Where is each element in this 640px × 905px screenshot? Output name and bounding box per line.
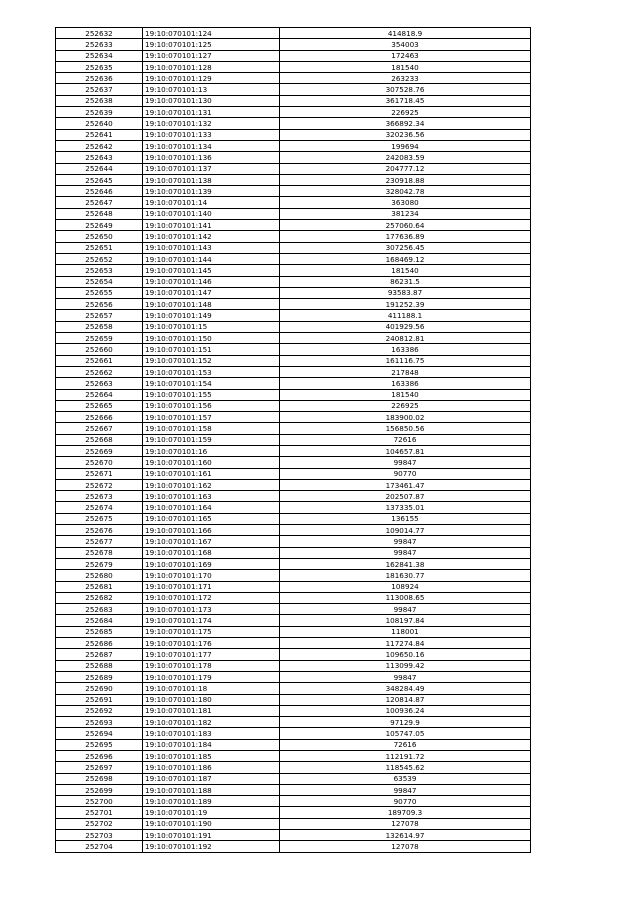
table-row: [56, 649, 531, 660]
row-id-cell: 252667: [56, 423, 143, 434]
row-id-cell: 252682: [56, 592, 143, 603]
value-cell: 117274.84: [280, 638, 531, 649]
value-cell: 181540: [280, 265, 531, 276]
table-row: [56, 728, 531, 739]
cadastral-number-cell: 19:10:070101:18: [143, 683, 280, 694]
value-cell: 168469.12: [280, 253, 531, 264]
value-cell: 99847: [280, 671, 531, 682]
value-cell: 411188.1: [280, 310, 531, 321]
value-cell: 113099.42: [280, 660, 531, 671]
row-id-cell: 252645: [56, 174, 143, 185]
cadastral-number-cell: 19:10:070101:179: [143, 671, 280, 682]
value-cell: 181630.77: [280, 570, 531, 581]
value-cell: 173461.47: [280, 479, 531, 490]
value-cell: 199694: [280, 140, 531, 151]
cadastral-number-cell: 19:10:070101:14: [143, 197, 280, 208]
row-id-cell: 252704: [56, 841, 143, 852]
table-row: [56, 558, 531, 569]
value-cell: 108197.84: [280, 615, 531, 626]
cadastral-number-cell: 19:10:070101:156: [143, 400, 280, 411]
value-cell: 191252.39: [280, 299, 531, 310]
row-id-cell: 252639: [56, 107, 143, 118]
row-id-cell: 252686: [56, 638, 143, 649]
cadastral-number-cell: 19:10:070101:169: [143, 558, 280, 569]
table-row: [56, 491, 531, 502]
row-id-cell: 252657: [56, 310, 143, 321]
table-row: [56, 186, 531, 197]
value-cell: 104657.81: [280, 445, 531, 456]
row-id-cell: 252643: [56, 152, 143, 163]
cadastral-number-cell: 19:10:070101:192: [143, 841, 280, 852]
table-row: [56, 445, 531, 456]
cadastral-number-cell: 19:10:070101:141: [143, 220, 280, 231]
cadastral-number-cell: 19:10:070101:166: [143, 525, 280, 536]
value-cell: 172463: [280, 50, 531, 61]
row-id-cell: 252636: [56, 73, 143, 84]
table-row: [56, 197, 531, 208]
value-cell: 181540: [280, 61, 531, 72]
row-id-cell: 252664: [56, 389, 143, 400]
value-cell: 97129.9: [280, 717, 531, 728]
cadastral-number-cell: 19:10:070101:186: [143, 762, 280, 773]
table-row: [56, 671, 531, 682]
value-cell: 162841.38: [280, 558, 531, 569]
row-id-cell: 252653: [56, 265, 143, 276]
cadastral-number-cell: 19:10:070101:190: [143, 818, 280, 829]
cadastral-number-cell: 19:10:070101:140: [143, 208, 280, 219]
value-cell: 99847: [280, 457, 531, 468]
cadastral-number-cell: 19:10:070101:164: [143, 502, 280, 513]
value-cell: 100936.24: [280, 705, 531, 716]
cadastral-number-cell: 19:10:070101:131: [143, 107, 280, 118]
table-row: [56, 638, 531, 649]
table-row: [56, 536, 531, 547]
cadastral-number-cell: 19:10:070101:155: [143, 389, 280, 400]
row-id-cell: 252681: [56, 581, 143, 592]
cadastral-number-cell: 19:10:070101:145: [143, 265, 280, 276]
cadastral-number-cell: 19:10:070101:183: [143, 728, 280, 739]
table-row: [56, 152, 531, 163]
table-row: [56, 626, 531, 637]
value-cell: 118001: [280, 626, 531, 637]
cadastral-number-cell: 19:10:070101:160: [143, 457, 280, 468]
row-id-cell: 252677: [56, 536, 143, 547]
row-id-cell: 252659: [56, 333, 143, 344]
cadastral-number-cell: 19:10:070101:129: [143, 73, 280, 84]
table-row: [56, 694, 531, 705]
row-id-cell: 252661: [56, 355, 143, 366]
table-row: [56, 502, 531, 513]
row-id-cell: 252692: [56, 705, 143, 716]
cadastral-number-cell: 19:10:070101:172: [143, 592, 280, 603]
table-row: [56, 705, 531, 716]
value-cell: 177636.89: [280, 231, 531, 242]
cadastral-number-cell: 19:10:070101:153: [143, 366, 280, 377]
value-cell: 226925: [280, 107, 531, 118]
value-cell: 363080: [280, 197, 531, 208]
cadastral-number-cell: 19:10:070101:177: [143, 649, 280, 660]
table-row: [56, 412, 531, 423]
table-row: [56, 592, 531, 603]
row-id-cell: 252690: [56, 683, 143, 694]
row-id-cell: 252691: [56, 694, 143, 705]
row-id-cell: 252694: [56, 728, 143, 739]
row-id-cell: 252696: [56, 751, 143, 762]
table-row: [56, 784, 531, 795]
cadastral-number-cell: 19:10:070101:159: [143, 434, 280, 445]
value-cell: 113008.65: [280, 592, 531, 603]
row-id-cell: 252654: [56, 276, 143, 287]
row-id-cell: 252702: [56, 818, 143, 829]
row-id-cell: 252658: [56, 321, 143, 332]
row-id-cell: 252688: [56, 660, 143, 671]
table-row: [56, 434, 531, 445]
cadastral-number-cell: 19:10:070101:142: [143, 231, 280, 242]
table-row: [56, 140, 531, 151]
row-id-cell: 252674: [56, 502, 143, 513]
table-row: [56, 129, 531, 140]
table-row: [56, 547, 531, 558]
row-id-cell: 252656: [56, 299, 143, 310]
row-id-cell: 252655: [56, 287, 143, 298]
row-id-cell: 252676: [56, 525, 143, 536]
cadastral-number-cell: 19:10:070101:19: [143, 807, 280, 818]
value-cell: 307528.76: [280, 84, 531, 95]
value-cell: 230918.88: [280, 174, 531, 185]
value-cell: 226925: [280, 400, 531, 411]
row-id-cell: 252685: [56, 626, 143, 637]
row-id-cell: 252703: [56, 830, 143, 841]
row-id-cell: 252684: [56, 615, 143, 626]
value-cell: 242083.59: [280, 152, 531, 163]
value-cell: 163386: [280, 378, 531, 389]
value-cell: 99847: [280, 536, 531, 547]
cadastral-number-cell: 19:10:070101:132: [143, 118, 280, 129]
table-row: [56, 841, 531, 852]
cadastral-number-cell: 19:10:070101:178: [143, 660, 280, 671]
table-row: [56, 400, 531, 411]
table-row: [56, 717, 531, 728]
value-cell: 109650.16: [280, 649, 531, 660]
cadastral-number-cell: 19:10:070101:162: [143, 479, 280, 490]
row-id-cell: 252646: [56, 186, 143, 197]
table-row: [56, 28, 531, 39]
cadastral-number-cell: 19:10:070101:158: [143, 423, 280, 434]
row-id-cell: 252666: [56, 412, 143, 423]
cadastral-number-cell: 19:10:070101:174: [143, 615, 280, 626]
row-id-cell: 252649: [56, 220, 143, 231]
table-row: [56, 39, 531, 50]
table-row: [56, 751, 531, 762]
value-cell: 189709.3: [280, 807, 531, 818]
row-id-cell: 252679: [56, 558, 143, 569]
row-id-cell: 252642: [56, 140, 143, 151]
value-cell: 161116.75: [280, 355, 531, 366]
value-cell: 240812.81: [280, 333, 531, 344]
cadastral-number-cell: 19:10:070101:124: [143, 28, 280, 39]
cadastral-number-cell: 19:10:070101:151: [143, 344, 280, 355]
row-id-cell: 252648: [56, 208, 143, 219]
cadastral-number-cell: 19:10:070101:181: [143, 705, 280, 716]
value-cell: 202507.87: [280, 491, 531, 502]
row-id-cell: 252651: [56, 242, 143, 253]
row-id-cell: 252695: [56, 739, 143, 750]
value-cell: 307256.45: [280, 242, 531, 253]
value-cell: 181540: [280, 389, 531, 400]
cadastral-number-cell: 19:10:070101:133: [143, 129, 280, 140]
cadastral-number-cell: 19:10:070101:13: [143, 84, 280, 95]
table-row: [56, 796, 531, 807]
value-cell: 99847: [280, 604, 531, 615]
table-row: [56, 389, 531, 400]
cadastral-number-cell: 19:10:070101:176: [143, 638, 280, 649]
table-row: [56, 118, 531, 129]
value-cell: 381234: [280, 208, 531, 219]
table-row: [56, 355, 531, 366]
row-id-cell: 252680: [56, 570, 143, 581]
value-cell: 401929.56: [280, 321, 531, 332]
value-cell: 127078: [280, 818, 531, 829]
value-cell: 72616: [280, 434, 531, 445]
row-id-cell: 252644: [56, 163, 143, 174]
value-cell: 156850.56: [280, 423, 531, 434]
table-row: [56, 739, 531, 750]
row-id-cell: 252637: [56, 84, 143, 95]
row-id-cell: 252634: [56, 50, 143, 61]
table-row: [56, 830, 531, 841]
cadastral-number-cell: 19:10:070101:144: [143, 253, 280, 264]
row-id-cell: 252662: [56, 366, 143, 377]
cadastral-number-cell: 19:10:070101:157: [143, 412, 280, 423]
row-id-cell: 252632: [56, 28, 143, 39]
table-row: [56, 50, 531, 61]
value-cell: 137335.01: [280, 502, 531, 513]
row-id-cell: 252641: [56, 129, 143, 140]
table-row: [56, 242, 531, 253]
cadastral-number-cell: 19:10:070101:187: [143, 773, 280, 784]
cadastral-number-cell: 19:10:070101:148: [143, 299, 280, 310]
value-cell: 105747.05: [280, 728, 531, 739]
row-id-cell: 252698: [56, 773, 143, 784]
value-cell: 118545.62: [280, 762, 531, 773]
row-id-cell: 252633: [56, 39, 143, 50]
table-row: [56, 220, 531, 231]
value-cell: 136155: [280, 513, 531, 524]
cadastral-number-cell: 19:10:070101:182: [143, 717, 280, 728]
value-cell: 163386: [280, 344, 531, 355]
row-id-cell: 252638: [56, 95, 143, 106]
cadastral-number-cell: 19:10:070101:146: [143, 276, 280, 287]
data-table: [55, 27, 531, 853]
cadastral-number-cell: 19:10:070101:130: [143, 95, 280, 106]
table-row: [56, 366, 531, 377]
table-row: [56, 208, 531, 219]
value-cell: 132614.97: [280, 830, 531, 841]
value-cell: 120814.87: [280, 694, 531, 705]
cadastral-number-cell: 19:10:070101:15: [143, 321, 280, 332]
cadastral-number-cell: 19:10:070101:173: [143, 604, 280, 615]
value-cell: 348284.49: [280, 683, 531, 694]
row-id-cell: 252668: [56, 434, 143, 445]
value-cell: 86231.5: [280, 276, 531, 287]
cadastral-number-cell: 19:10:070101:152: [143, 355, 280, 366]
row-id-cell: 252647: [56, 197, 143, 208]
table-row: [56, 570, 531, 581]
value-cell: 366892.34: [280, 118, 531, 129]
table-row: [56, 423, 531, 434]
row-id-cell: 252683: [56, 604, 143, 615]
cadastral-number-cell: 19:10:070101:168: [143, 547, 280, 558]
row-id-cell: 252669: [56, 445, 143, 456]
table-row: [56, 163, 531, 174]
row-id-cell: 252687: [56, 649, 143, 660]
cadastral-number-cell: 19:10:070101:170: [143, 570, 280, 581]
row-id-cell: 252700: [56, 796, 143, 807]
table-row: [56, 773, 531, 784]
table-row: [56, 310, 531, 321]
value-cell: 99847: [280, 547, 531, 558]
cadastral-number-cell: 19:10:070101:165: [143, 513, 280, 524]
cadastral-number-cell: 19:10:070101:147: [143, 287, 280, 298]
table-row: [56, 299, 531, 310]
cadastral-number-cell: 19:10:070101:134: [143, 140, 280, 151]
cadastral-number-cell: 19:10:070101:189: [143, 796, 280, 807]
cadastral-number-cell: 19:10:070101:149: [143, 310, 280, 321]
table-row: [56, 321, 531, 332]
value-cell: 257060.64: [280, 220, 531, 231]
row-id-cell: 252670: [56, 457, 143, 468]
table-row: [56, 253, 531, 264]
table-row: [56, 265, 531, 276]
table-row: [56, 525, 531, 536]
cadastral-number-cell: 19:10:070101:188: [143, 784, 280, 795]
cadastral-number-cell: 19:10:070101:137: [143, 163, 280, 174]
table-row: [56, 231, 531, 242]
row-id-cell: 252693: [56, 717, 143, 728]
value-cell: 127078: [280, 841, 531, 852]
table-row: [56, 84, 531, 95]
value-cell: 112191.72: [280, 751, 531, 762]
table-row: [56, 615, 531, 626]
value-cell: 109014.77: [280, 525, 531, 536]
value-cell: 204777.12: [280, 163, 531, 174]
value-cell: 320236.56: [280, 129, 531, 140]
cadastral-number-cell: 19:10:070101:154: [143, 378, 280, 389]
cadastral-number-cell: 19:10:070101:167: [143, 536, 280, 547]
table-row: [56, 479, 531, 490]
row-id-cell: 252678: [56, 547, 143, 558]
table-row: [56, 468, 531, 479]
table-row: [56, 276, 531, 287]
row-id-cell: 252701: [56, 807, 143, 818]
value-cell: 90770: [280, 468, 531, 479]
row-id-cell: 252660: [56, 344, 143, 355]
value-cell: 72616: [280, 739, 531, 750]
cadastral-number-cell: 19:10:070101:139: [143, 186, 280, 197]
table-row: [56, 807, 531, 818]
table-row: [56, 660, 531, 671]
table-row: [56, 174, 531, 185]
value-cell: 414818.9: [280, 28, 531, 39]
row-id-cell: 252650: [56, 231, 143, 242]
cadastral-number-cell: 19:10:070101:161: [143, 468, 280, 479]
row-id-cell: 252697: [56, 762, 143, 773]
cadastral-number-cell: 19:10:070101:175: [143, 626, 280, 637]
table-row: [56, 61, 531, 72]
value-cell: 263233: [280, 73, 531, 84]
cadastral-number-cell: 19:10:070101:150: [143, 333, 280, 344]
value-cell: 108924: [280, 581, 531, 592]
table-row: [56, 818, 531, 829]
table-row: [56, 333, 531, 344]
table-row: [56, 107, 531, 118]
table-row: [56, 762, 531, 773]
value-cell: 354003: [280, 39, 531, 50]
cadastral-number-cell: 19:10:070101:180: [143, 694, 280, 705]
table-body: [56, 28, 531, 853]
cadastral-number-cell: 19:10:070101:184: [143, 739, 280, 750]
cadastral-number-cell: 19:10:070101:136: [143, 152, 280, 163]
value-cell: 217848: [280, 366, 531, 377]
row-id-cell: 252689: [56, 671, 143, 682]
table-row: [56, 457, 531, 468]
value-cell: 99847: [280, 784, 531, 795]
cadastral-number-cell: 19:10:070101:143: [143, 242, 280, 253]
table-row: [56, 95, 531, 106]
row-id-cell: 252663: [56, 378, 143, 389]
row-id-cell: 252652: [56, 253, 143, 264]
table-row: [56, 378, 531, 389]
value-cell: 328042.78: [280, 186, 531, 197]
row-id-cell: 252665: [56, 400, 143, 411]
row-id-cell: 252640: [56, 118, 143, 129]
row-id-cell: 252671: [56, 468, 143, 479]
cadastral-number-cell: 19:10:070101:125: [143, 39, 280, 50]
row-id-cell: 252635: [56, 61, 143, 72]
cadastral-number-cell: 19:10:070101:163: [143, 491, 280, 502]
row-id-cell: 252675: [56, 513, 143, 524]
value-cell: 361718.45: [280, 95, 531, 106]
row-id-cell: 252673: [56, 491, 143, 502]
table-row: [56, 513, 531, 524]
row-id-cell: 252672: [56, 479, 143, 490]
cadastral-number-cell: 19:10:070101:138: [143, 174, 280, 185]
table-row: [56, 344, 531, 355]
table-row: [56, 73, 531, 84]
value-cell: 183900.02: [280, 412, 531, 423]
cadastral-number-cell: 19:10:070101:185: [143, 751, 280, 762]
value-cell: 90770: [280, 796, 531, 807]
cadastral-number-cell: 19:10:070101:191: [143, 830, 280, 841]
table-row: [56, 287, 531, 298]
value-cell: 93583.87: [280, 287, 531, 298]
cadastral-number-cell: 19:10:070101:128: [143, 61, 280, 72]
table-row: [56, 683, 531, 694]
value-cell: 63539: [280, 773, 531, 784]
cadastral-number-cell: 19:10:070101:16: [143, 445, 280, 456]
cadastral-number-cell: 19:10:070101:127: [143, 50, 280, 61]
row-id-cell: 252699: [56, 784, 143, 795]
table-row: [56, 604, 531, 615]
table-row: [56, 581, 531, 592]
cadastral-number-cell: 19:10:070101:171: [143, 581, 280, 592]
